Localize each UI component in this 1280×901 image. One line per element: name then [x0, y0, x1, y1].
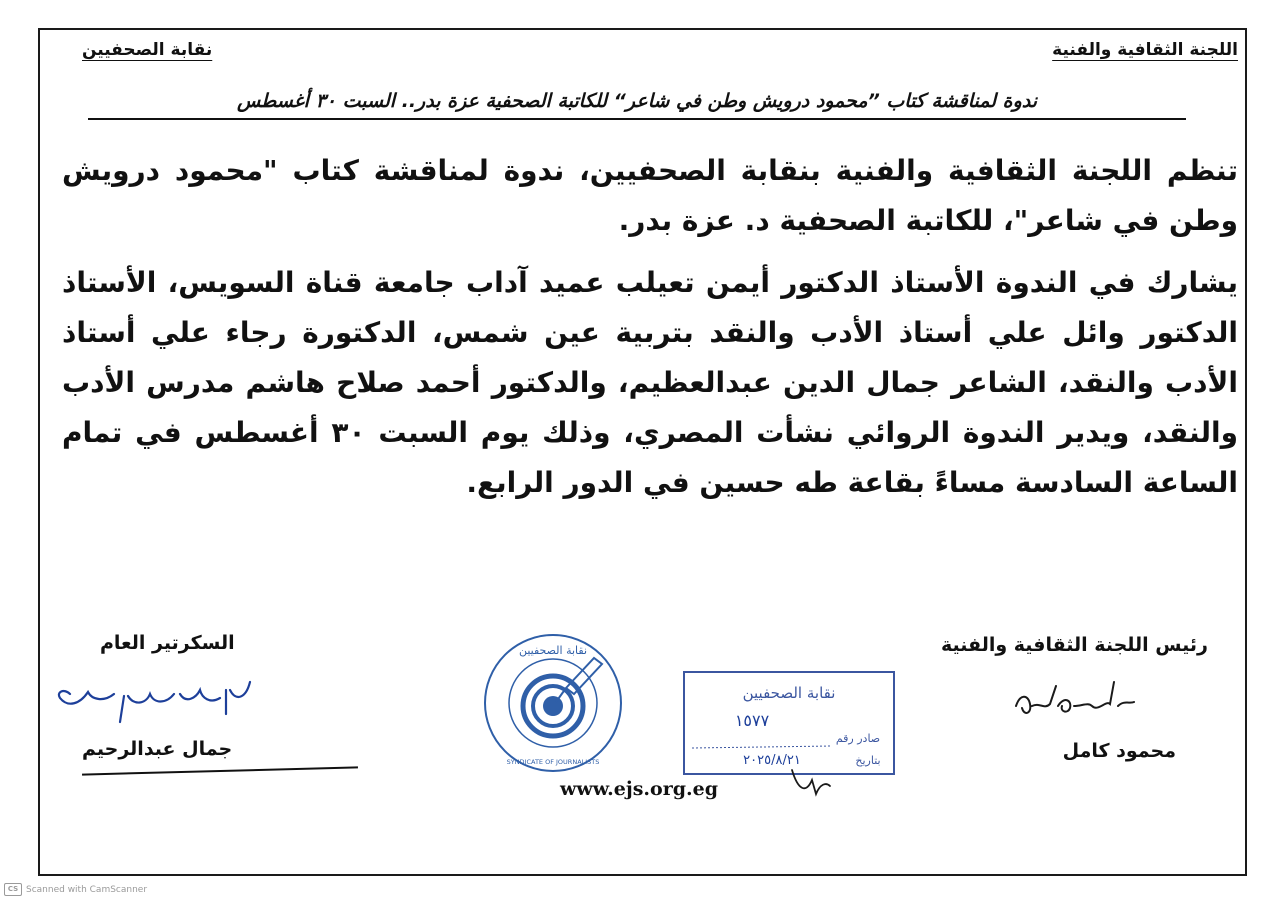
syndicate-seal — [478, 628, 628, 782]
syndicate-header: نقابة الصحفيين — [82, 40, 213, 60]
chairman-signature — [1010, 676, 1140, 730]
stamp-issued-label: صادر رقم — [835, 732, 881, 745]
chairman-name: محمود كامل — [1062, 740, 1176, 762]
secretary-general-signature — [50, 668, 260, 742]
body-paragraph-2: يشارك في الندوة الأستاذ الدكتور أيمن تعيلب عميد آداب جامعة قناة السويس، الأستاذ الدكتور وائل علي أستاذ الأدب والنقد بتربية عين شمس، الدكتورة رجاء علي أستاذ الأدب والنقد، الشاعر جمال الدين عبدالعظيم، والدكتور أحمد صلاح هاشم مدرس الأدب والنقد، ويدير الندوة الروائي نشأت المصري، وذلك يوم السبت ٣٠ أغسطس في تمام الساعة السادسة مساءً بقاعة طه حسين في الدور الرابع. — [62, 266, 1238, 499]
seal-english-text: SYNDICATE OF JOURNALISTS — [506, 758, 600, 766]
stamp-org: نقابة الصحفيين — [742, 684, 836, 702]
document-body — [62, 146, 1238, 520]
document-title: ندوة لمناقشة كتاب ”محمود درويش وطن في شاعر“ للكاتبة الصحفية عزة بدر.. السبت ٣٠ أغسطس — [88, 90, 1186, 120]
scanner-text: Scanned with CamScanner — [26, 884, 148, 895]
body-paragraph-1: تنظم اللجنة الثقافية والفنية بنقابة الصحفيين، ندوة لمناقشة كتاب "محمود درويش وطن في شاعر"، للكاتبة الصحفية د. عزة بدر. — [62, 154, 1238, 237]
website-url[interactable]: www.ejs.org.eg — [560, 778, 719, 800]
seal-arabic-text: نقابة الصحفيين — [518, 644, 588, 657]
committee-header: اللجنة الثقافية والفنية — [1052, 40, 1238, 60]
secretary-general-title: السكرتير العام — [100, 632, 235, 654]
stamp-date-value: ٢٠٢٥/٨/٢١ — [743, 753, 801, 768]
secretary-general-name: جمال عبدالرحيم — [82, 738, 233, 760]
chairman-title: رئيس اللجنة الثقافية والفنية — [940, 634, 1208, 656]
stamp-date-label: بتاريخ — [855, 754, 881, 767]
stamp-number: ١٥٧٧ — [734, 711, 770, 730]
stamp-initials — [784, 760, 834, 804]
scanner-watermark — [4, 883, 147, 896]
camscanner-icon: CS — [4, 883, 22, 896]
